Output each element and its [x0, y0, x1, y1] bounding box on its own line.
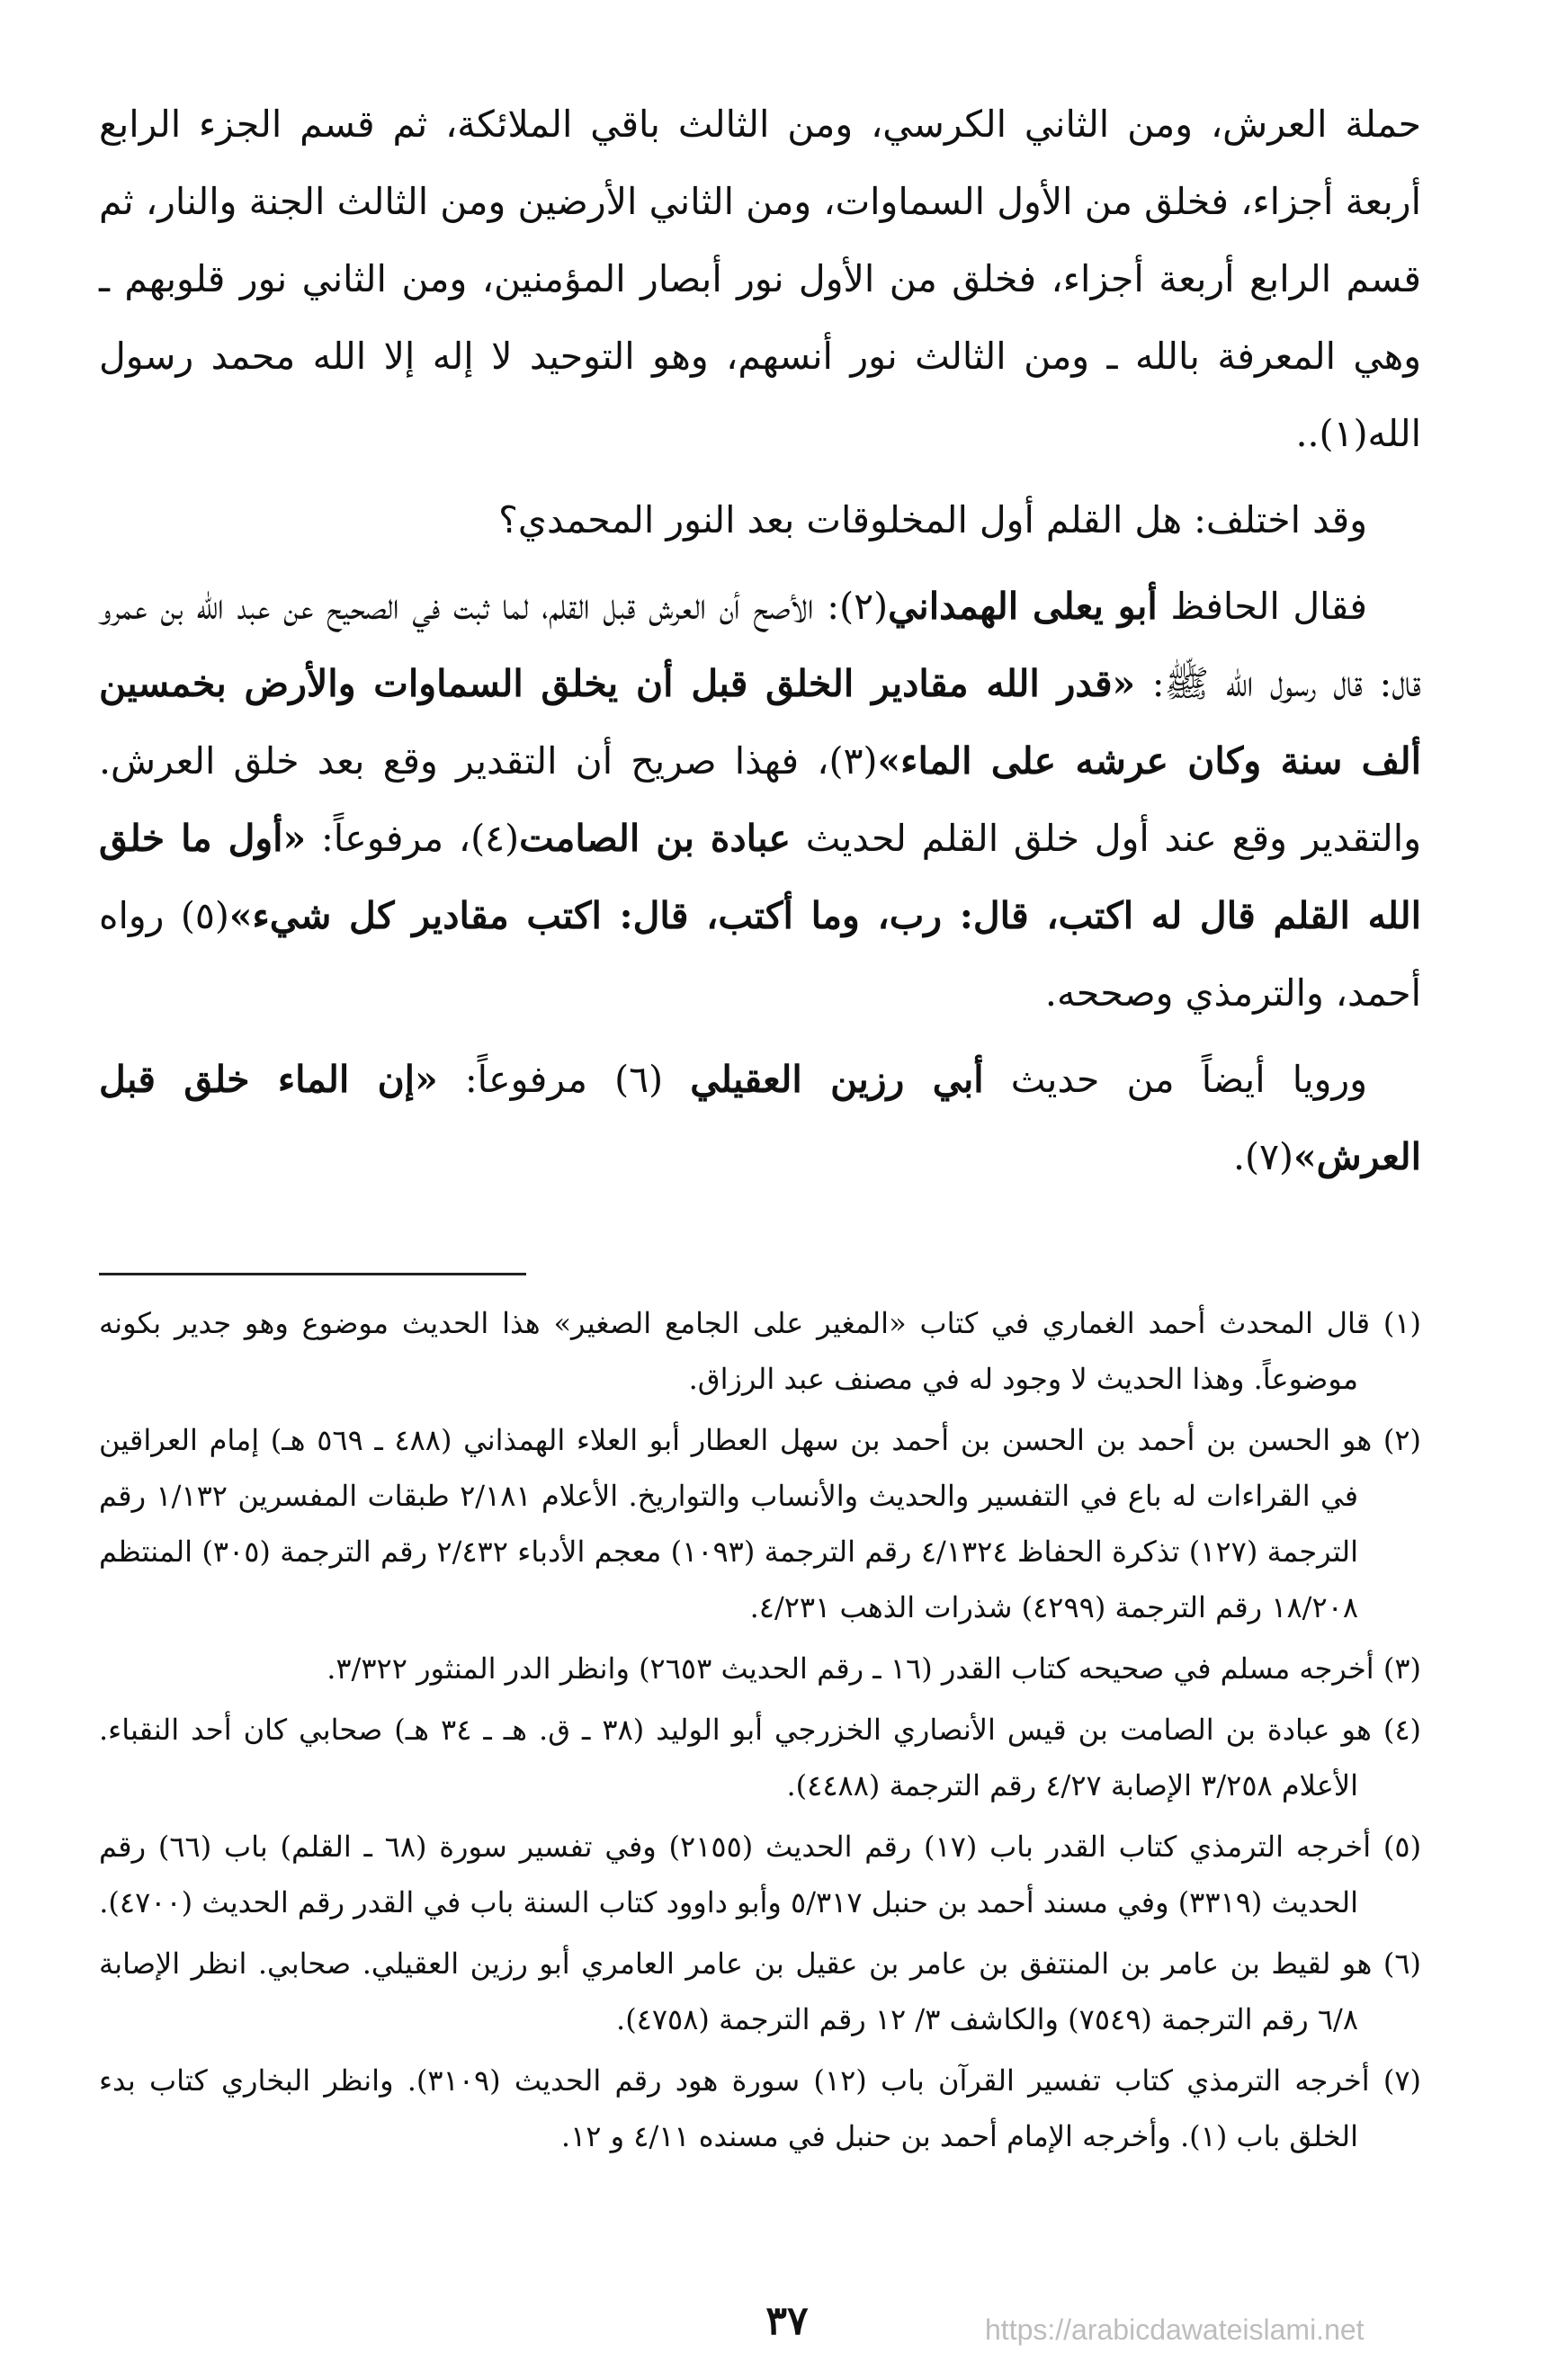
- footnote-4: (٤) هو عبادة بن الصامت بن قيس الأنصاري الخزرجي أبو الوليد (٣٨ ـ ق. هـ ـ ٣٤ هـ) صحابي كان أحد النقباء. الأعلام ٣/٢٥٨ الإصابة ٤/٢٧ رقم الترجمة (٤٤٨٨).: [99, 1713, 1422, 1803]
- paragraph-4-text-2: (٦) مرفوعاً:: [437, 1058, 691, 1101]
- paragraph-2: وقد اختلف: هل القلم أول المخلوقات بعد النور المحمدي؟: [498, 498, 1367, 541]
- paragraph-3-text-1: فقال الحافظ: [1157, 585, 1368, 628]
- paragraph-3-text-5: (٥) رواه أحمد، والترمذي وصححه.: [99, 894, 1421, 1015]
- page-body: [99, 85, 1422, 2153]
- watermark-url: https://arabicdawateislami.net: [985, 2313, 1365, 2346]
- footnote-divider: [99, 1273, 526, 1275]
- footnote-1: (١) قال المحدث أحمد الغماري في كتاب «المغير على الجامع الصغير» هذا الحديث موضوع وهو جدير بكونه موضوعاً. وهذا الحديث لا وجود له في مصنف عبد الرزاق.: [99, 1306, 1421, 1396]
- paragraph-4: [99, 1041, 1421, 1195]
- footnotes: [99, 1295, 1421, 2170]
- footnote-5: (٥) أخرجه الترمذي كتاب القدر باب (١٧) رقم الحديث (٢١٥٥) وفي تفسير سورة (٦٨ ـ القلم) باب (٦٦) رقم الحديث (٣٣١٩) وفي مسند أحمد بن حنبل ٥/٣١٧ وأبو داوود كتاب السنة باب في القدر رقم الحديث (٤٧٠٠).: [99, 1830, 1422, 1919]
- main-text: [99, 85, 1421, 1195]
- paragraph-3-bold-3: عبادة بن الصامت: [519, 817, 791, 860]
- paragraph-3-text-2: (٢): الأصح أن العرش قبل القلم، لما ثبت في الصحيح عن عبد الله بن عمرو قال: قال رسول الله ﷺ:: [99, 585, 1422, 705]
- paragraph-3-text-4: (٤)، مرفوعاً:: [306, 817, 520, 860]
- footnote-7: (٧) أخرجه الترمذي كتاب تفسير القرآن باب (١٢) سورة هود رقم الحديث (٣١٠٩). وانظر البخاري كتاب بدء الخلق باب (١). وأخرجه الإمام أحمد بن حنبل في مسنده ٤/١١ و ١٢.: [99, 2063, 1422, 2153]
- paragraph-4-text-3: (٧).: [1232, 1135, 1294, 1178]
- footnote-3: (٣) أخرجه مسلم في صحيحه كتاب القدر (١٦ ـ رقم الحديث ٢٦٥٣) وانظر الدر المنثور ٣/٣٢٢.: [327, 1651, 1421, 1686]
- paragraph-3-bold-1: أبو يعلى الهمداني: [888, 585, 1158, 628]
- paragraph-1: حملة العرش، ومن الثاني الكرسي، ومن الثالث باقي الملائكة، ثم قسم الجزء الرابع أربعة أجزاء، فخلق من الأول السماوات، ومن الثاني الأرضين ومن الثالث الجنة والنار، ثم قسم الرابع أربعة أجزاء، فخلق من الأول نور أبصار المؤمنين، ومن الثاني نور قلوبهم ـ وهي المعرفة بالله ـ ومن الثالث نور أنسهم، وهو التوحيد لا إله إلا الله محمد رسول الله(١)..: [99, 103, 1421, 455]
- paragraph-4-bold-1: أبي رزين العقيلي: [690, 1058, 984, 1101]
- paragraph-4-text-1: ورويا أيضاً من حديث: [983, 1058, 1368, 1101]
- paragraph-3-bold-2: «قدر الله مقادير الخلق قبل أن يخلق السماوات والأرض بخمسين ألف سنة وكان عرشه على الماء»: [99, 662, 1422, 783]
- paragraph-4-bold-2: «إن الماء خلق قبل العرش»: [99, 1058, 1421, 1178]
- paragraph-3: [99, 568, 1421, 1032]
- paragraph-3-bold-4: «أول ما خلق الله القلم قال له اكتب، قال: رب، وما أكتب، قال: اكتب مقادير كل شيء»: [99, 817, 1422, 937]
- paragraph-3-text-3: (٣)، فهذا صريح أن التقدير وقع بعد خلق العرش. والتقدير وقع عند أول خلق القلم لحديث: [99, 739, 1421, 860]
- page-number: ٣٧: [765, 2298, 809, 2344]
- footnote-6: (٦) هو لقيط بن عامر بن المنتفق بن عامر بن عقيل بن عامر العامري أبو رزين العقيلي. صحابي. انظر الإصابة ٦/٨ رقم الترجمة (٧٥٤٩) والكاشف ٣/ ١٢ رقم الترجمة (٤٧٥٨).: [99, 1946, 1421, 2036]
- footnote-2: (٢) هو الحسن بن أحمد بن الحسن بن أحمد بن سهل العطار أبو العلاء الهمذاني (٤٨٨ ـ ٥٦٩ هـ) إمام العراقين في القراءات له باع في التفسير والحديث والأنساب والتواريخ. الأعلام ٢/١٨١ طبقات المفسرين ١/١٣٢ رقم الترجمة (١٢٧) تذكرة الحفاظ ٤/١٣٢٤ رقم الترجمة (١٠٩٣) معجم الأدباء ٢/٤٣٢ رقم الترجمة (٣٠٥) المنتظم ١٨/٢٠٨ رقم الترجمة (٤٢٩٩) شذرات الذهب ٤/٢٣١.: [99, 1423, 1422, 1624]
